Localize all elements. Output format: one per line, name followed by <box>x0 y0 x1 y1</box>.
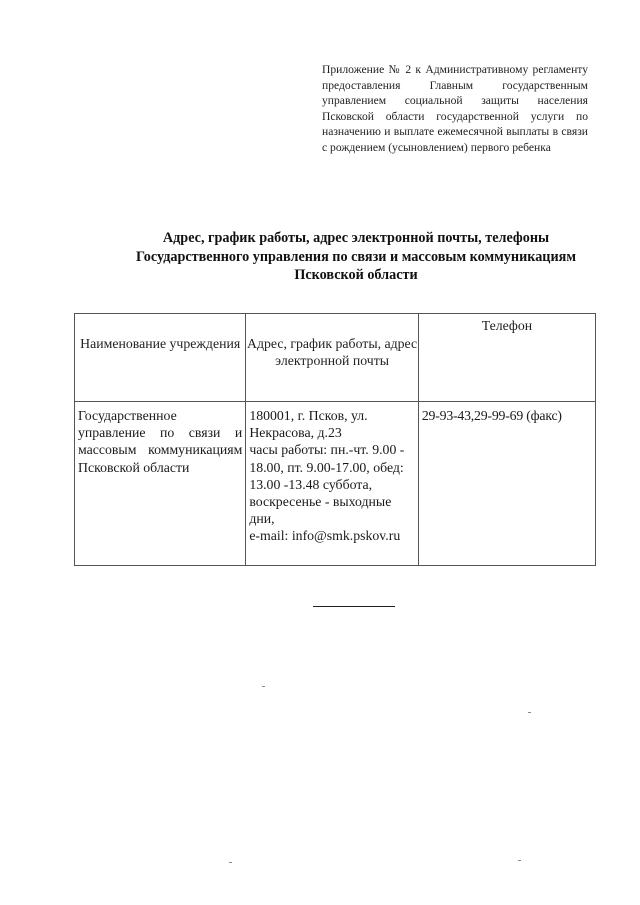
working-hours: часы работы: пн.-чт. 9.00 - 18.00, пт. 9.00-17.00, обед: 13.00 -13.48 суббота, воскресенье - выходные дни, <box>249 442 405 527</box>
page-title <box>100 229 612 285</box>
table-header-row <box>75 314 596 402</box>
header-name: Наименование учреждения <box>75 314 246 402</box>
table-row <box>75 402 596 566</box>
title-line-3: Псковской области <box>294 267 418 283</box>
title-line-1: Адрес, график работы, адрес электронной почты, телефоны <box>162 230 550 246</box>
scan-speck <box>262 686 265 687</box>
cell-address <box>246 402 419 566</box>
header-address: Адрес, график работы, адрес электронной почты <box>246 314 419 402</box>
scan-speck <box>518 860 521 861</box>
scan-speck <box>229 862 232 863</box>
cell-organization: Государственное управление по связи и массовым коммуникациям Псковской области <box>75 402 246 566</box>
cell-phone <box>418 402 595 566</box>
address-line: 180001, г. Псков, ул. Некрасова, д.23 <box>249 408 368 441</box>
separator-line <box>313 606 395 607</box>
scan-speck <box>528 712 531 713</box>
contacts-table <box>74 313 596 566</box>
appendix-note: Приложение № 2 к Административному регламенту предоставления Главным государственным управлением социальной защиты населения Псковской области государственной услуги по назначению и выплате ежемесячной выплаты в связи с рождением (усыновлением) первого ребенка <box>322 63 588 154</box>
phone-numbers: 29-93-43,29-99-69 (факс) <box>421 408 562 423</box>
header-phone: Телефон <box>418 314 595 402</box>
email-address: e-mail: info@smk.pskov.ru <box>249 528 401 544</box>
title-line-2: Государственного управления по связи и массовым коммуникациям <box>136 248 576 265</box>
